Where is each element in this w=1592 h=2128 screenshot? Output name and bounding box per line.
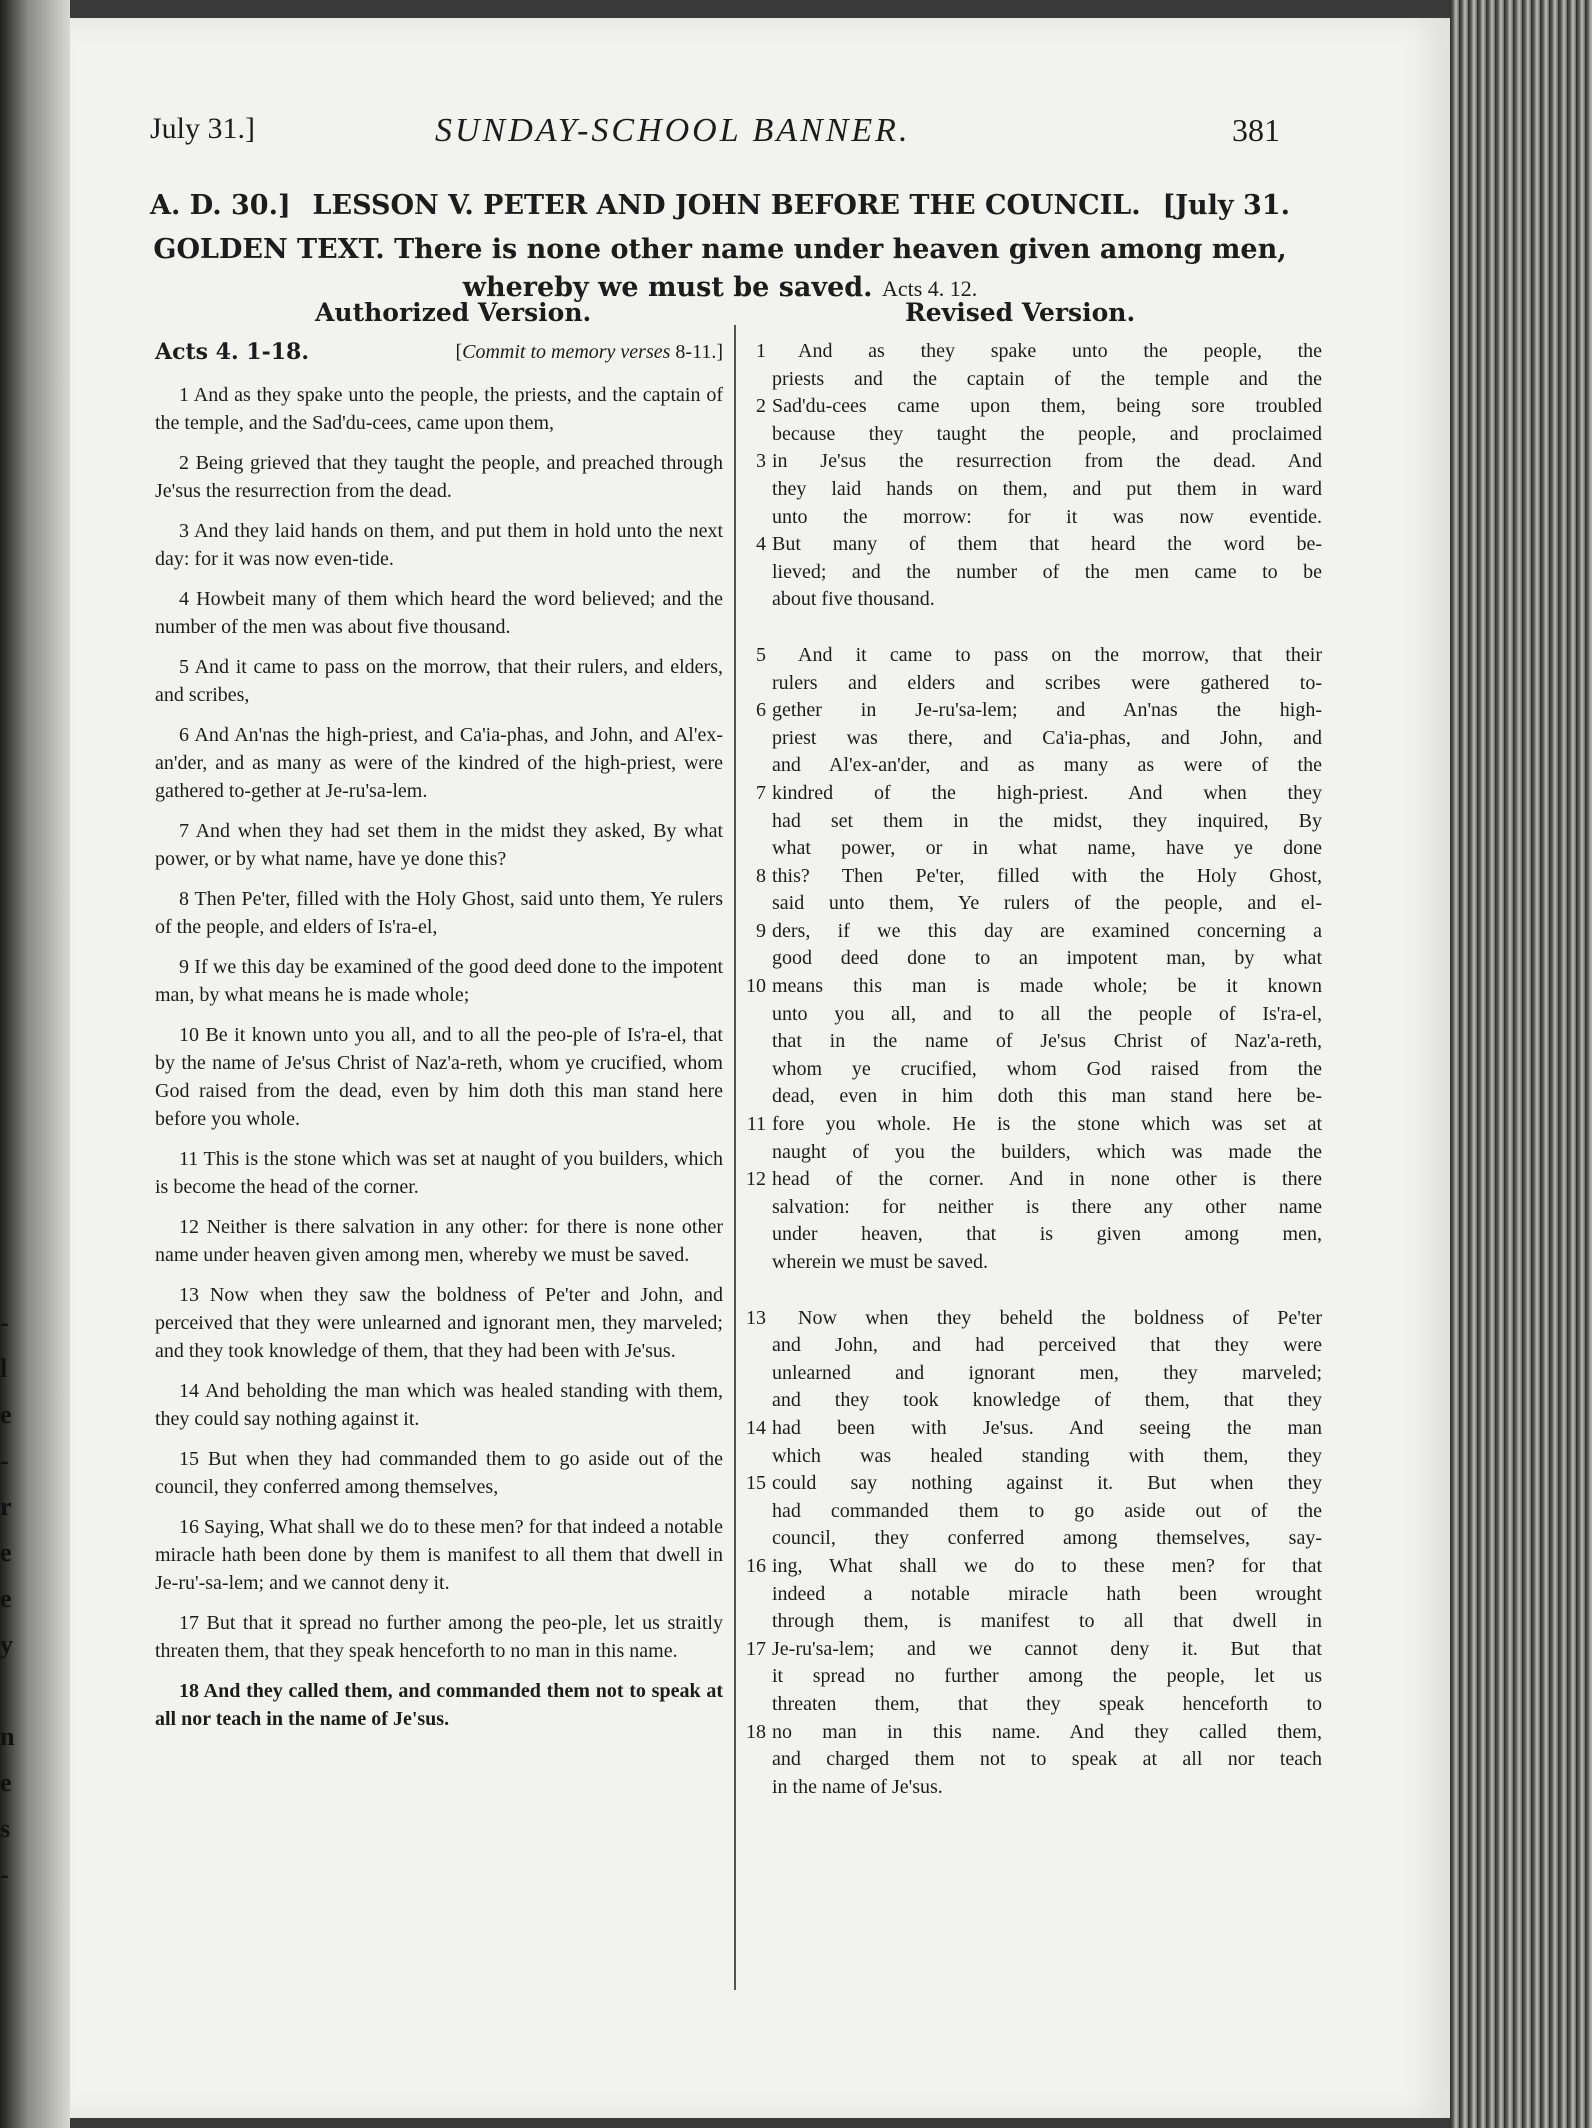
- rv-line-text: through them, is manifest to all that dwell in: [772, 1610, 1322, 1633]
- lesson-year: A. D. 30.]: [150, 190, 291, 221]
- memory-note-verses: 8-11.]: [670, 341, 723, 363]
- rv-line: [742, 1194, 1322, 1222]
- rv-line: [742, 476, 1322, 504]
- rv-line-text: council, they conferred among themselves, say-: [772, 1527, 1322, 1550]
- rv-line-text: gether in Je-ru'sa-lem; and An'nas the high-: [772, 699, 1322, 722]
- margin-letter: l: [0, 1354, 8, 1383]
- running-header: [150, 112, 1280, 162]
- av-verse-18: 18 And they called them, and commanded them not to speak at all nor teach in the name of Je'sus.: [155, 1680, 723, 1730]
- rv-line-text: unlearned and ignorant men, they marveled;: [772, 1361, 1322, 1384]
- rv-line-text: salvation: for neither is there any other name: [772, 1195, 1322, 1218]
- rv-paragraph: [742, 338, 1322, 614]
- rv-line: [742, 1028, 1322, 1056]
- rv-line: [742, 670, 1322, 698]
- scripture-reference: Acts 4. 1-18.: [155, 339, 310, 365]
- rv-line: [742, 918, 1322, 946]
- rv-line-text: in Je'sus the resurrection from the dead. And: [772, 450, 1322, 473]
- rv-line-text: they laid hands on them, and put them in ward: [772, 477, 1322, 500]
- rv-verse-number: 17: [746, 1637, 766, 1660]
- magazine-title: SUNDAY-SCHOOL BANNER.: [435, 112, 911, 149]
- av-verse-15: 15 But when they had commanded them to go aside out of the council, they conferred among themselves,: [155, 1448, 723, 1498]
- revised-version-heading: Revised Version.: [905, 298, 1136, 327]
- rv-line: [742, 945, 1322, 973]
- lesson-date: [July 31.: [1162, 190, 1290, 221]
- rv-line-text: threaten them, that they speak henceforth to: [772, 1692, 1322, 1715]
- rv-line: [742, 1691, 1322, 1719]
- rv-line-text: ders, if we this day are examined concerning a: [772, 919, 1322, 942]
- rv-line-text: in the name of Je'sus.: [772, 1775, 943, 1798]
- rv-line-text: this? Then Pe'ter, filled with the Holy Ghost,: [772, 864, 1322, 887]
- rv-line: [742, 366, 1322, 394]
- rv-verse-number: 4: [756, 533, 766, 556]
- rv-line-text: and John, and had perceived that they were: [772, 1334, 1322, 1357]
- memory-verses-note: [455, 338, 723, 366]
- rv-line: [742, 1056, 1322, 1084]
- av-verse-12: 12 Neither is there salvation in any other: for there is none other name under heaven given among men, whereby we must be saved.: [155, 1216, 723, 1266]
- margin-letter: r: [0, 1492, 12, 1521]
- av-verse-16: 16 Saying, What shall we do to these men? for that indeed a notable miracle hath been done by them is manifest to all them that dwell in Je-ru'-sa-lem; and we cannot deny it.: [155, 1516, 723, 1594]
- rv-line: [742, 586, 1302, 614]
- rv-verse-number: 11: [746, 1113, 766, 1136]
- rv-line-text: it spread no further among the people, let us: [772, 1665, 1322, 1688]
- rv-line: [742, 531, 1322, 559]
- rv-verse-number: 14: [746, 1416, 766, 1439]
- facing-page-margin-letters: [0, 1300, 18, 1898]
- golden-text-line-2: whereby we must be saved.: [462, 272, 873, 303]
- lesson-heading: [150, 190, 1290, 306]
- rv-line-text: indeed a notable miracle hath been wrought: [772, 1582, 1322, 1605]
- rv-line: [742, 835, 1322, 863]
- golden-text-reference: Acts 4. 12.: [881, 276, 978, 301]
- rv-line: [742, 559, 1322, 587]
- rv-line-text: about five thousand.: [772, 588, 935, 611]
- margin-letter: n: [0, 1722, 15, 1751]
- rv-verse-number: 5: [756, 643, 766, 666]
- rv-line-text: kindred of the high-priest. And when they: [772, 781, 1322, 804]
- av-verse-2: 2 Being grieved that they taught the people, and preached through Je'sus the resurrection from the dead.: [155, 452, 723, 502]
- revised-version-column: [742, 338, 1322, 1829]
- rv-line: [742, 863, 1322, 891]
- column-divider: [734, 325, 736, 1990]
- rv-verse-number: 6: [756, 699, 766, 722]
- rv-line: [742, 1774, 1302, 1802]
- rv-paragraph: [742, 1305, 1322, 1802]
- rv-verse-number: 8: [756, 864, 766, 887]
- av-verse-10: 10 Be it known unto you all, and to all the peo-ple of Is'ra-el, that by the name of Je'sus Christ of Naz'a-reth, whom ye crucified, whom God raised from the dead, even by him doth this man stand here before you whole.: [155, 1024, 723, 1130]
- margin-letter: e: [0, 1400, 12, 1429]
- rv-line: [742, 1719, 1322, 1747]
- rv-line: [742, 1249, 1302, 1277]
- rv-line: [742, 1166, 1322, 1194]
- rv-line: [742, 1498, 1322, 1526]
- rv-line-text: unto the morrow: for it was now eventide.: [772, 505, 1322, 528]
- rv-line: [742, 1636, 1322, 1664]
- rv-verse-number: 15: [746, 1472, 766, 1495]
- rv-line-text: what power, or in what name, have ye done: [772, 837, 1322, 860]
- rv-verse-number: 1: [756, 340, 766, 362]
- margin-letter: e: [0, 1768, 12, 1797]
- rv-line: [742, 1470, 1322, 1498]
- rv-line: [742, 1581, 1322, 1609]
- rv-line: [742, 1083, 1322, 1111]
- rv-line-text: and charged them not to speak at all nor teach: [772, 1748, 1322, 1771]
- rv-verse-number: 12: [746, 1168, 766, 1191]
- rv-line-text: said unto them, Ye rulers of the people, and el-: [772, 892, 1322, 915]
- margin-letter: [0, 1668, 18, 1714]
- rv-verse-number: 9: [756, 919, 766, 942]
- margin-letter: -: [0, 1446, 9, 1475]
- header-date: July 31.]: [150, 112, 255, 145]
- rv-line-text: priest was there, and Ca'ia-phas, and John, and: [772, 726, 1322, 749]
- rv-line-text: fore you whole. He is the stone which was set at: [772, 1113, 1322, 1136]
- rv-line-text: Now when they beheld the boldness of Pe'ter: [798, 1306, 1322, 1329]
- rv-verse-number: 16: [746, 1554, 766, 1577]
- rv-line: [742, 697, 1322, 725]
- av-verse-11: 11 This is the stone which was set at naught of you builders, which is become the head of the corner.: [155, 1148, 723, 1198]
- margin-letter: -: [0, 1308, 9, 1337]
- margin-letter: e: [0, 1538, 12, 1567]
- rv-line: [742, 504, 1322, 532]
- lesson-title: LESSON V. PETER AND JOHN BEFORE THE COUNCIL.: [312, 190, 1141, 221]
- rv-verse-number: 3: [756, 450, 766, 473]
- authorized-version-heading: Authorized Version.: [315, 298, 592, 327]
- margin-letter: s: [0, 1814, 11, 1843]
- av-verse-6: 6 And An'nas the high-priest, and Ca'ia-phas, and John, and Al'ex-an'der, and as many as were of the kindred of the high-priest, were gathered to-gether at Je-ru'sa-lem.: [155, 724, 723, 802]
- rv-line: [742, 393, 1322, 421]
- rv-line: [742, 1746, 1322, 1774]
- rv-line: [742, 808, 1322, 836]
- rv-line-text: And it came to pass on the morrow, that their: [798, 643, 1322, 666]
- rv-line-text: naught of you the builders, which was made the: [772, 1140, 1322, 1163]
- rv-line-text: unto you all, and to all the people of Is'ra-el,: [772, 1002, 1322, 1025]
- av-verse-1: 1 And as they spake unto the people, the priests, and the captain of the temple, and the Sad'du-cees, came upon them,: [155, 384, 723, 434]
- rv-line: [742, 448, 1322, 476]
- rv-line-text: Je-ru'sa-lem; and we cannot deny it. But that: [772, 1637, 1322, 1660]
- margin-letter: e: [0, 1584, 12, 1613]
- rv-line-text: good deed done to an impotent man, by what: [772, 947, 1322, 970]
- rv-line-text: which was healed standing with them, they: [772, 1444, 1322, 1467]
- memory-note-open: [: [455, 341, 463, 363]
- rv-line: [742, 973, 1322, 1001]
- rv-verse-number: 18: [746, 1720, 766, 1743]
- rv-line: [742, 1553, 1322, 1581]
- rv-line-text: under heaven, that is given among men,: [772, 1223, 1322, 1246]
- rv-line-text: no man in this name. And they called them,: [772, 1720, 1322, 1743]
- rv-line-text: because they taught the people, and proclaimed: [772, 422, 1322, 445]
- margin-letter: y: [0, 1630, 13, 1659]
- rv-line-text: could say nothing against it. But when they: [772, 1472, 1322, 1495]
- rv-line-text: that in the name of Je'sus Christ of Naz'a-reth,: [772, 1030, 1322, 1053]
- margin-letter: -: [0, 1860, 9, 1889]
- rv-line-text: priests and the captain of the temple and the: [772, 367, 1322, 390]
- av-verse-7: 7 And when they had set them in the midst they asked, By what power, or by what name, have ye done this?: [155, 820, 723, 870]
- rv-line: [742, 1221, 1322, 1249]
- rv-line: [742, 1415, 1322, 1443]
- av-verse-3: 3 And they laid hands on them, and put them in hold unto the next day: for it was now even-tide.: [155, 520, 723, 570]
- rv-line: [742, 1332, 1322, 1360]
- rv-line: [742, 780, 1322, 808]
- rv-line-text: had set them in the midst, they inquired, By: [772, 809, 1322, 832]
- rv-line-text: dead, even in him doth this man stand here be-: [772, 1085, 1322, 1108]
- rv-line: [742, 1111, 1322, 1139]
- rv-verse-number: 2: [756, 395, 766, 418]
- rv-line: [742, 1443, 1322, 1471]
- rv-verse-number: 7: [756, 781, 766, 804]
- av-verse-5: 5 And it came to pass on the morrow, that their rulers, and elders, and scribes,: [155, 656, 723, 706]
- rv-line-text: lieved; and the number of the men came to be: [772, 560, 1322, 583]
- rv-line: [742, 725, 1322, 753]
- rv-line-text: had commanded them to go aside out of the: [772, 1499, 1322, 1522]
- av-verse-17: 17 But that it spread no further among the peo-ple, let us straitly threaten them, that they speak henceforth to no man in this name.: [155, 1612, 723, 1662]
- golden-text-line-1: There is none other name under heaven given among men,: [394, 234, 1287, 265]
- rv-verse-number: 10: [746, 975, 766, 998]
- rv-line-text: ing, What shall we do to these men? for that: [772, 1554, 1322, 1577]
- av-verse-9: 9 If we this day be examined of the good deed done to the impotent man, by what means he is made whole;: [155, 956, 723, 1006]
- page-number: 381: [1232, 112, 1280, 148]
- book-page-edges-right: [1450, 0, 1592, 2128]
- scripture-reference-line: [155, 338, 723, 367]
- golden-text-label: GOLDEN TEXT.: [153, 234, 385, 265]
- memory-note-italic: Commit to memory verses: [462, 341, 671, 363]
- rv-line: [742, 752, 1322, 780]
- rv-line-text: But many of them that heard the word be-: [772, 533, 1322, 556]
- rv-line: [742, 1305, 1322, 1333]
- rv-line-text: And as they spake unto the people, the: [798, 340, 1322, 362]
- rv-line: [742, 1608, 1322, 1636]
- rv-line-text: means this man is made whole; be it known: [772, 975, 1322, 998]
- rv-line: [742, 642, 1322, 670]
- rv-line: [742, 338, 1322, 366]
- av-verse-13: 13 Now when they saw the boldness of Pe'ter and John, and perceived that they were unlearned and ignorant men, they marveled; and they took knowledge of them, that they had been with Je'sus.: [155, 1284, 723, 1362]
- rv-line-text: and they took knowledge of them, that they: [772, 1389, 1322, 1412]
- rv-line: [742, 1360, 1322, 1388]
- rv-line-text: Sad'du-cees came upon them, being sore troubled: [772, 395, 1322, 418]
- rv-line-text: head of the corner. And in none other is there: [772, 1168, 1322, 1191]
- rv-line: [742, 1139, 1322, 1167]
- rv-verse-number: 13: [746, 1306, 766, 1329]
- rv-line-text: whom ye crucified, whom God raised from the: [772, 1057, 1322, 1080]
- av-verse-14: 14 And beholding the man which was healed standing with them, they could say nothing against it.: [155, 1380, 723, 1430]
- rv-line: [742, 1001, 1322, 1029]
- rv-line-text: wherein we must be saved.: [772, 1251, 989, 1273]
- rv-line-text: and Al'ex-an'der, and as many as were of the: [772, 754, 1322, 777]
- rv-line: [742, 1525, 1322, 1553]
- rv-line: [742, 890, 1322, 918]
- rv-paragraph: [742, 642, 1322, 1277]
- rv-line: [742, 1387, 1322, 1415]
- rv-line-text: rulers and elders and scribes were gathered to-: [772, 671, 1322, 694]
- rv-line: [742, 1663, 1322, 1691]
- authorized-version-column: [155, 338, 723, 1745]
- av-verse-8: 8 Then Pe'ter, filled with the Holy Ghost, said unto them, Ye rulers of the people, and elders of Is'ra-el,: [155, 888, 723, 938]
- av-verse-4: 4 Howbeit many of them which heard the word believed; and the number of the men was about five thousand.: [155, 588, 723, 638]
- rv-line-text: had been with Je'sus. And seeing the man: [772, 1416, 1322, 1439]
- rv-line: [742, 421, 1322, 449]
